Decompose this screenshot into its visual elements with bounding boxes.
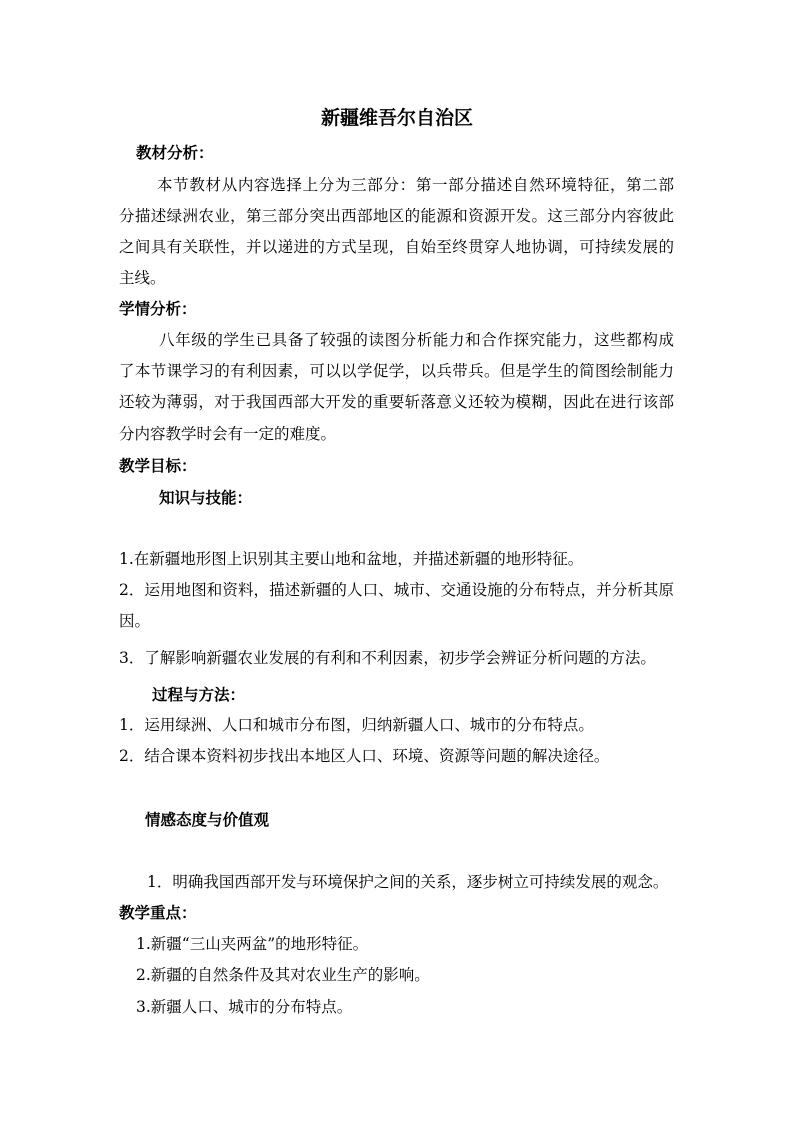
- student-analysis-line: 分内容教学时会有一定的难度。: [119, 425, 337, 443]
- knowledge-item: 3．了解影响新疆农业发展的有利和不利因素，初步学会辨证分析问题的方法。: [119, 649, 656, 667]
- textbook-analysis-line: 之间具有关联性，并以递进的方式呈现，自始至终贯穿人地协调，可持续发展的: [119, 238, 674, 256]
- textbook-analysis-line: 分描述绿洲农业，第三部分突出西部地区的能源和资源开发。这三部分内容彼此: [119, 207, 674, 225]
- emotion-values-heading: 情感态度与价值观: [145, 810, 270, 829]
- key-point-item: 1.新疆“三山夹两盆”的地形特征。: [136, 935, 369, 953]
- knowledge-item: 1.在新疆地形图上识别其主要山地和盆地，并描述新疆的地形特征。: [119, 550, 584, 568]
- knowledge-skills-heading: 知识与技能：: [159, 488, 253, 507]
- key-point-item: 3.新疆人口、城市的分布特点。: [136, 998, 353, 1016]
- student-analysis-line: 还较为薄弱，对于我国西部大开发的重要斩落意义还较为模糊，因此在进行该部: [119, 393, 674, 411]
- textbook-analysis-heading: 教材分析：: [136, 143, 214, 162]
- textbook-analysis-line: 主线。: [119, 269, 166, 287]
- process-method-heading: 过程与方法：: [152, 685, 246, 704]
- process-item: 1．运用绿洲、人口和城市分布图，归纳新疆人口、城市的分布特点。: [119, 716, 594, 734]
- student-analysis-line: 八年级的学生已具备了较强的读图分析能力和合作探究能力，这些都构成: [159, 331, 674, 349]
- key-points-heading: 教学重点：: [119, 903, 197, 922]
- document-title: 新疆维吾尔自治区: [320, 107, 473, 129]
- teaching-goals-heading: 教学目标：: [119, 456, 197, 475]
- student-analysis-heading: 学情分析：: [119, 299, 197, 318]
- knowledge-item: 2．运用地图和资料，描述新疆的人口、城市、交通设施的分布特点，并分析其原: [119, 581, 674, 599]
- emotion-item: 1．明确我国西部开发与环境保护之间的关系，逐步树立可持续发展的观念。: [147, 873, 669, 891]
- textbook-analysis-line: 本节教材从内容选择上分为三部分：第一部分描述自然环境特征，第二部: [157, 176, 674, 194]
- student-analysis-line: 了本节课学习的有利因素，可以以学促学，以兵带兵。但是学生的简图绘制能力: [119, 362, 674, 380]
- knowledge-item: 因。: [119, 612, 151, 630]
- key-point-item: 2.新疆的自然条件及其对农业生产的影响。: [136, 966, 430, 984]
- process-item: 2．结合课本资料初步找出本地区人口、环境、资源等问题的解决途径。: [119, 747, 610, 765]
